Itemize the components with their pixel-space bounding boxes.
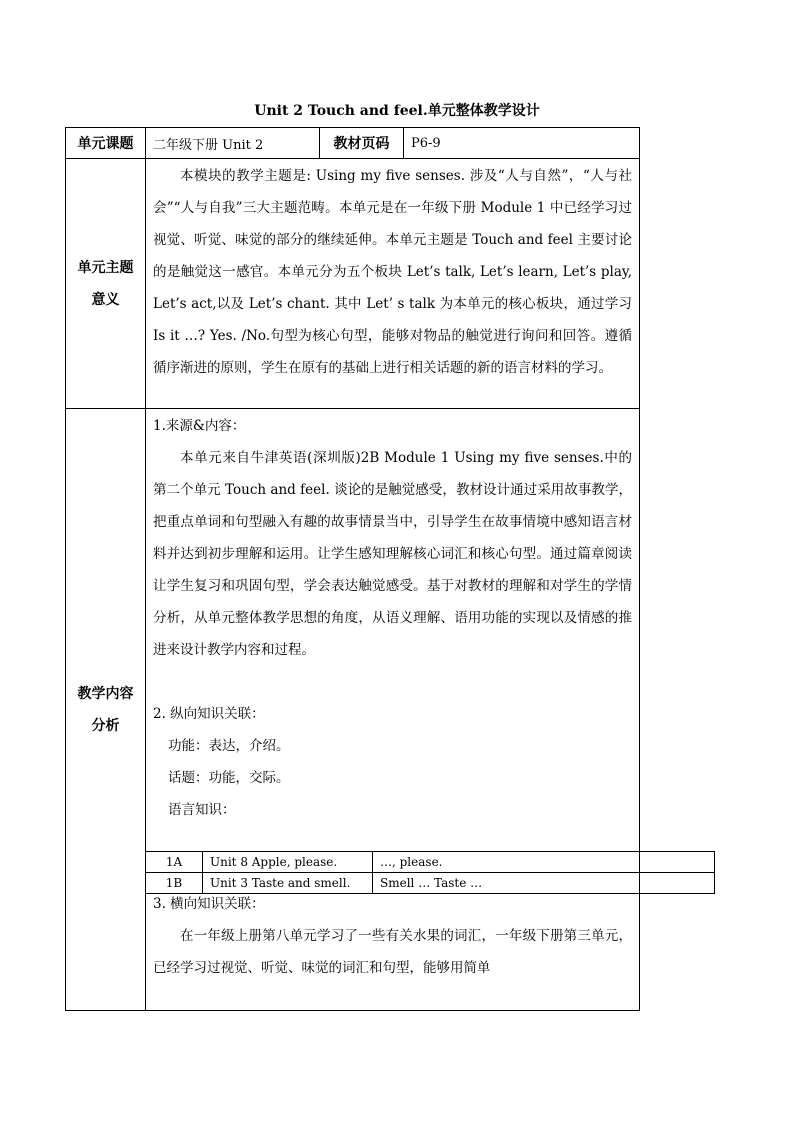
knowledge-table bbox=[145, 851, 715, 894]
header-row bbox=[66, 128, 640, 159]
theme-row bbox=[66, 159, 640, 409]
label-content-analysis-line2: 分析 bbox=[91, 717, 120, 734]
knowledge-row bbox=[146, 873, 715, 894]
section1-heading: 1.来源&内容： bbox=[153, 418, 246, 434]
label-unit-topic: 单元课题 bbox=[66, 128, 146, 159]
knowledge-grade: 1A bbox=[146, 852, 203, 873]
knowledge-row bbox=[146, 852, 715, 873]
label-content-analysis bbox=[66, 409, 146, 1011]
label-content-analysis-line1: 教学内容 bbox=[77, 685, 134, 702]
knowledge-unit: Unit 3 Taste and smell. bbox=[203, 873, 373, 894]
language-knowledge-line: 语言知识： bbox=[168, 802, 236, 818]
label-unit-theme-line1: 单元主题 bbox=[77, 259, 134, 276]
knowledge-grade: 1B bbox=[146, 873, 203, 894]
function-line: 功能：表达，介绍。 bbox=[168, 738, 290, 754]
section2-heading: 2. 纵向知识关联： bbox=[153, 706, 265, 722]
section1-paragraph: 本单元来自牛津英语(深圳版)2B Module 1 Using my five senses.中的第二个单元 Touch and feel. 谈论的是触觉感受，教材设计通过采用故事教学，把重点单词和句型融入有趣的故事情景当中，引导学生在故事情境中感知语言材料并达到初步理解和运用。让学生感知理解核心词汇和核心句型。通过篇章阅读让学生复习和巩固句型，学会表达触觉感受。基于对教材的理解和对学生的学情分析，从单元整体教学思想的角度，从语义理解、语用功能的实现以及情感的推进来设计教学内容和过程。 bbox=[153, 450, 632, 658]
section3-paragraph: 在一年级上册第八单元学习了一些有关水果的词汇，一年级下册第三单元，已经学习过视觉、听觉、味觉的词汇和句型，能够用简单 bbox=[153, 928, 632, 976]
label-unit-theme bbox=[66, 159, 146, 409]
knowledge-pattern: …, please. bbox=[373, 852, 715, 873]
label-unit-theme-line2: 意义 bbox=[91, 291, 120, 308]
value-unit-topic: 二年级下册 Unit 2 bbox=[146, 128, 320, 159]
value-textbook-pages: P6-9 bbox=[404, 128, 640, 159]
topic-line: 话题：功能，交际。 bbox=[168, 770, 290, 786]
theme-paragraph: 本模块的教学主题是: Using my five senses. 涉及“人与自然”，“人与社会”“人与自我”三大主题范畴。本单元是在一年级下册 Module 1 中已经学习过视觉、听觉、味觉的部分的继续延伸。本单元主题是 Touch and feel 主要讨论的是触觉这一感官。本单元分为五个板块 Let’s talk, Let’s learn, Let’s play, Let’s act,以及 Let’s chant. 其中 Let’ s talk 为本单元的核心板块，通过学习 Is it …? Yes. /No.句型为核心句型，能够对物品的触觉进行询问和回答。遵循循序渐进的原则，学生在原有的基础上进行相关话题的新的语言材料的学习。 bbox=[153, 168, 632, 376]
knowledge-pattern: Smell … Taste … bbox=[373, 873, 715, 894]
document-title: Unit 2 Touch and feel.单元整体教学设计 bbox=[254, 103, 540, 119]
section3-heading: 3. 横向知识关联： bbox=[153, 896, 265, 912]
label-textbook-pages: 教材页码 bbox=[320, 128, 404, 159]
knowledge-unit: Unit 8 Apple, please. bbox=[203, 852, 373, 873]
analysis-row bbox=[66, 409, 640, 1011]
